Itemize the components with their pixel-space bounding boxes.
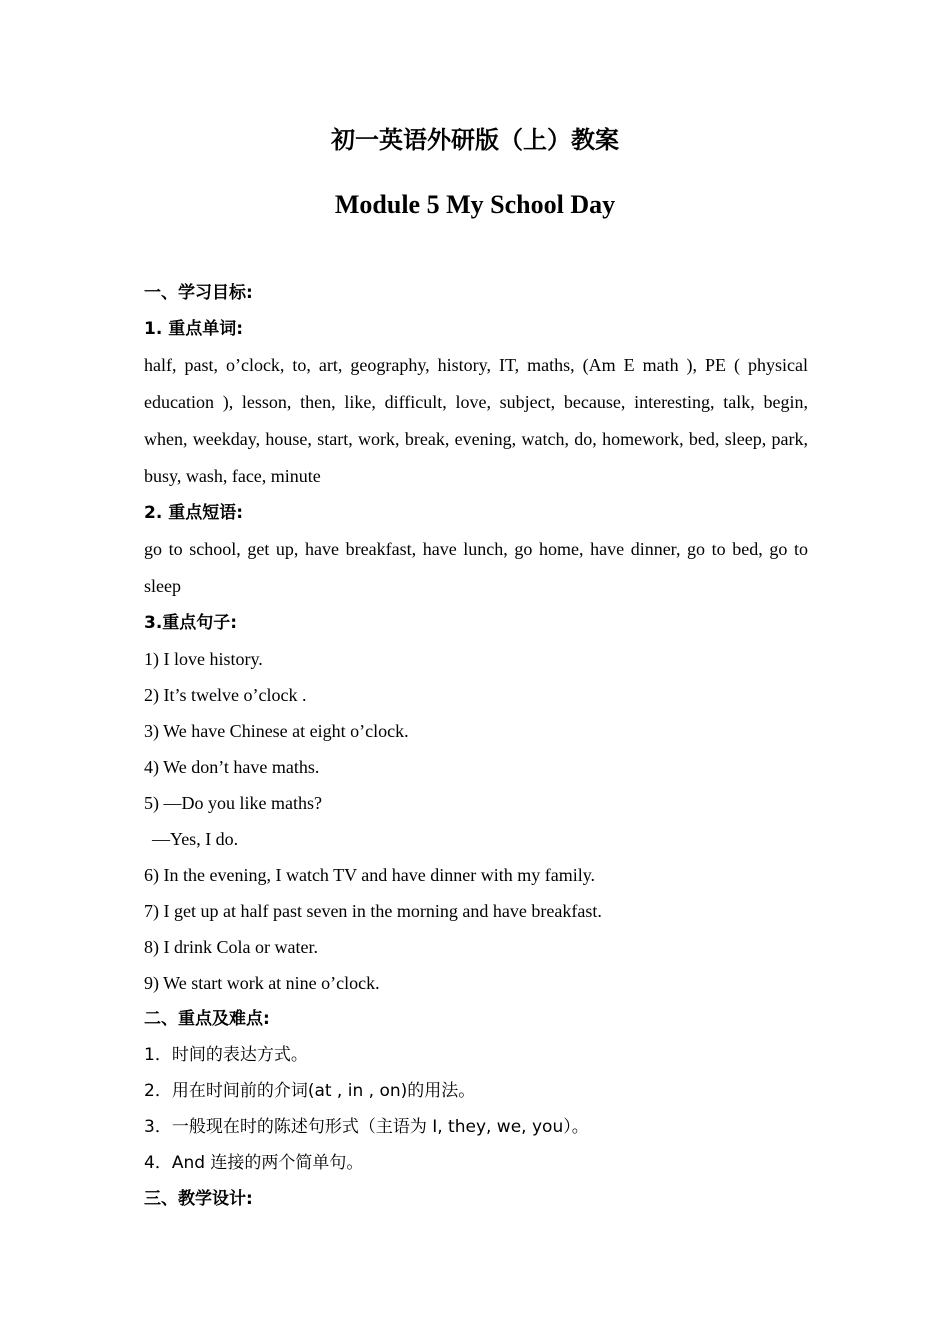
difficult-point-item: 1．时间的表达方式。 (144, 1045, 308, 1065)
key-phrases-text: go to school, get up, have breakfast, have lunch, go home, have dinner, go to bed, go to sleep (144, 539, 808, 596)
sentence-item: 3) We have Chinese at eight o’clock. (144, 721, 409, 741)
sentence-item-reply: —Yes, I do. (152, 829, 239, 849)
section-heading-key-difficult-points: 二、重点及难点: (144, 1009, 270, 1029)
sentence-item: 6) In the evening, I watch TV and have dinner with my family. (144, 865, 596, 885)
difficult-point-item: 2．用在时间前的介词(at , in , on)的用法。 (144, 1081, 476, 1101)
sentence-item: 1) I love history. (144, 649, 263, 669)
section-heading-learning-goals: 一、学习目标: (144, 283, 253, 303)
difficult-point-item: 3．一般现在时的陈述句形式（主语为 I, they, we, you）。 (144, 1117, 589, 1137)
sentence-item: 9) We start work at nine o’clock. (144, 973, 380, 993)
subheading-key-phrases: 2. 重点短语: (144, 503, 244, 523)
sentence-item: 8) I drink Cola or water. (144, 937, 318, 957)
section-heading-teaching-design: 三、教学设计: (144, 1189, 253, 1209)
subheading-key-words: 1. 重点单词: (144, 319, 244, 339)
sentence-item: 7) I get up at half past seven in the morning and have breakfast. (144, 901, 602, 921)
difficult-point-item: 4．And 连接的两个简单句。 (144, 1153, 364, 1173)
sentence-item: 5) —Do you like maths? (144, 793, 322, 813)
sentence-item: 4) We don’t have maths. (144, 757, 320, 777)
sentence-item: 2) It’s twelve o’clock . (144, 685, 307, 705)
module-title: Module 5 My School Day (334, 190, 616, 219)
key-words-text: half, past, o’clock, to, art, geography, history, IT, maths, (Am E math ), PE ( physical education ), lesson, then, like, difficult, love, subject, because, interesting, talk, begin, when, weekday, house, start, work, break, evening, watch, do, homework, bed, sleep, park, busy, wash, face, minute (144, 355, 808, 486)
document-body (144, 275, 808, 1217)
subheading-key-sentences: 3.重点句子: (144, 613, 238, 633)
document-title: 初一英语外研版（上）教案 (331, 126, 619, 154)
